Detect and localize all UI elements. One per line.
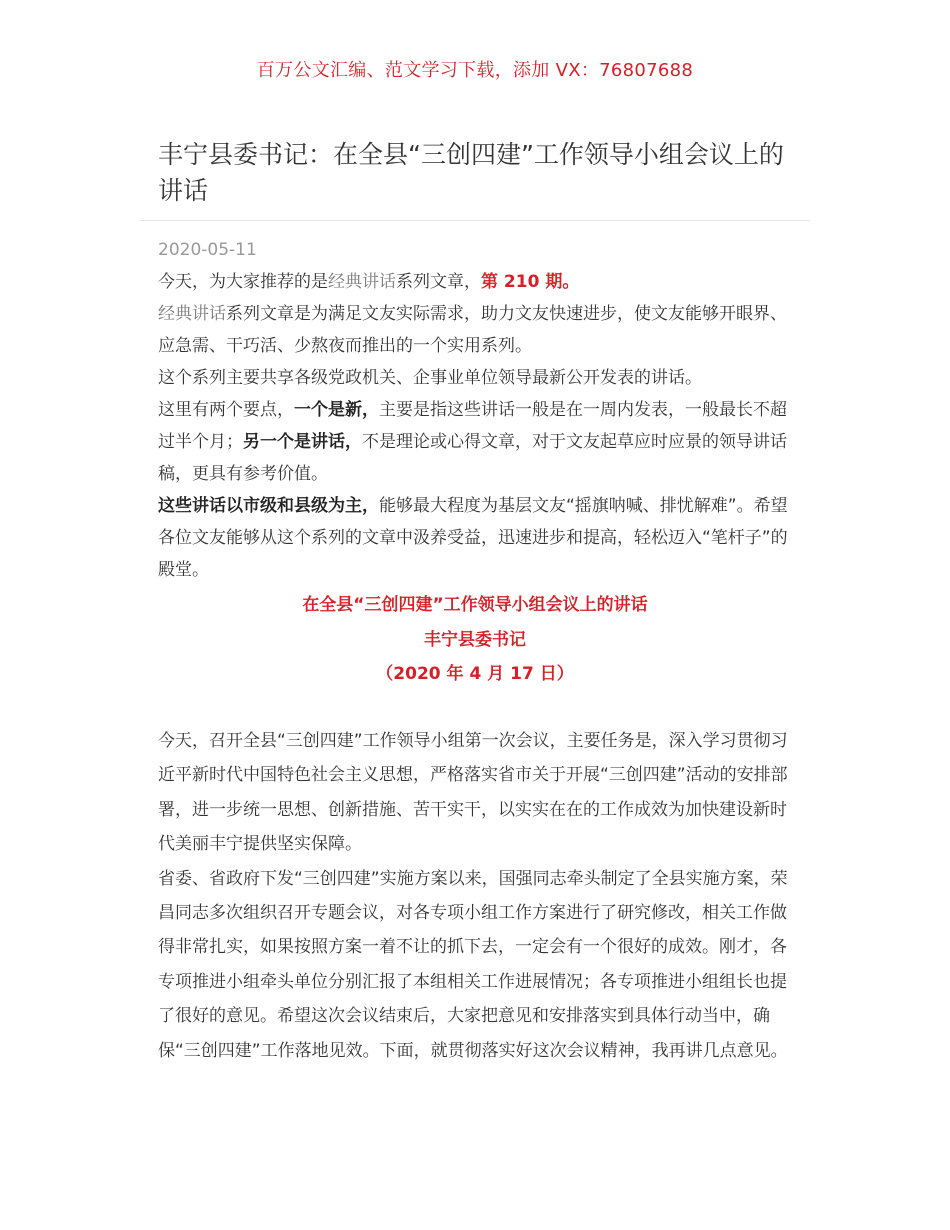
emphasis-text: 另一个是讲话， [243,432,362,452]
intro-text: 系列文章是为满足文友实际需求，助力文友快速进步，使文友能够开眼界、应急需、干巧活、少熬夜而推出的一个实用系列。 [158,304,787,356]
issue-number: 第 210 期。 [481,272,580,292]
intro-text: 今天，为大家推荐的是 [158,272,328,292]
intro-text: 能够最大程度为基层文友“摇旗呐喊、排忧解难”。希望各位文友能够从这个系列的文章中汲养受益，迅速进步和提高，轻松迈入“笔杆子”的殿堂。 [158,496,788,580]
emphasis-text: 这些讲话以市级和县级为主， [158,496,379,516]
publish-date: 2020-05-11 [158,240,257,260]
promo-banner: 百万公文汇编、范文学习下载，添加 VX：76807688 [256,60,694,81]
intro-text: 这里有两个要点， [158,400,294,420]
article-title: 丰宁县委书记：在全县“三创四建”工作领导小组会议上的讲话 [158,140,784,205]
speech-heading: 在全县“三创四建”工作领导小组会议上的讲话 [302,595,648,615]
intro-paragraph-5 [158,490,792,586]
emphasis-text: 一个是新， [294,400,379,420]
series-link[interactable]: 经典讲话 [328,272,396,292]
speech-body [158,724,792,1068]
intro-section [158,266,792,586]
speech-date: （2020 年 4 月 17 日） [376,664,574,684]
intro-paragraph-2 [158,298,792,362]
intro-text: 主要是指这些讲话一般是在一周内发表，一般最长不超过半个月； [158,400,787,452]
intro-text: 不是理论或心得文章，对于文友起草应时应景的领导讲话稿，更具有参考价值。 [158,432,787,484]
intro-text: 系列文章， [396,272,481,292]
series-link[interactable]: 经典讲话 [158,304,226,324]
intro-paragraph-3: 这个系列主要共享各级党政机关、企事业单位领导最新公开发表的讲话。 [158,368,702,388]
intro-paragraph-1 [158,266,792,298]
speech-speaker: 丰宁县委书记 [424,630,526,650]
speech-paragraph-2: 省委、省政府下发“三创四建”实施方案以来，国强同志牵头制定了全县实施方案，荣昌同志多次组织召开专题会议，对各专项小组工作方案进行了研究修改，相关工作做得非常扎实，如果按照方案一着不让的抓下去，一定会有一个很好的成效。刚才，各专项推进小组牵头单位分别汇报了本组相关工作进展情况；各专项推进小组组长也提了很好的意见。希望这次会议结束后，大家把意见和安排落实到具体行动当中，确保“三创四建”工作落地见效。下面，就贯彻落实好这次会议精神，我再讲几点意见。 [158,868,788,1061]
speech-paragraph-1: 今天，召开全县“三创四建”工作领导小组第一次会议，主要任务是，深入学习贯彻习近平新时代中国特色社会主义思想，严格落实省市关于开展“三创四建”活动的安排部署，进一步统一思想、创新措施、苦干实干，以实实在在的工作成效为加快建设新时代美丽丰宁提供坚实保障。 [158,731,788,855]
title-divider [140,220,810,221]
intro-paragraph-4 [158,394,792,490]
